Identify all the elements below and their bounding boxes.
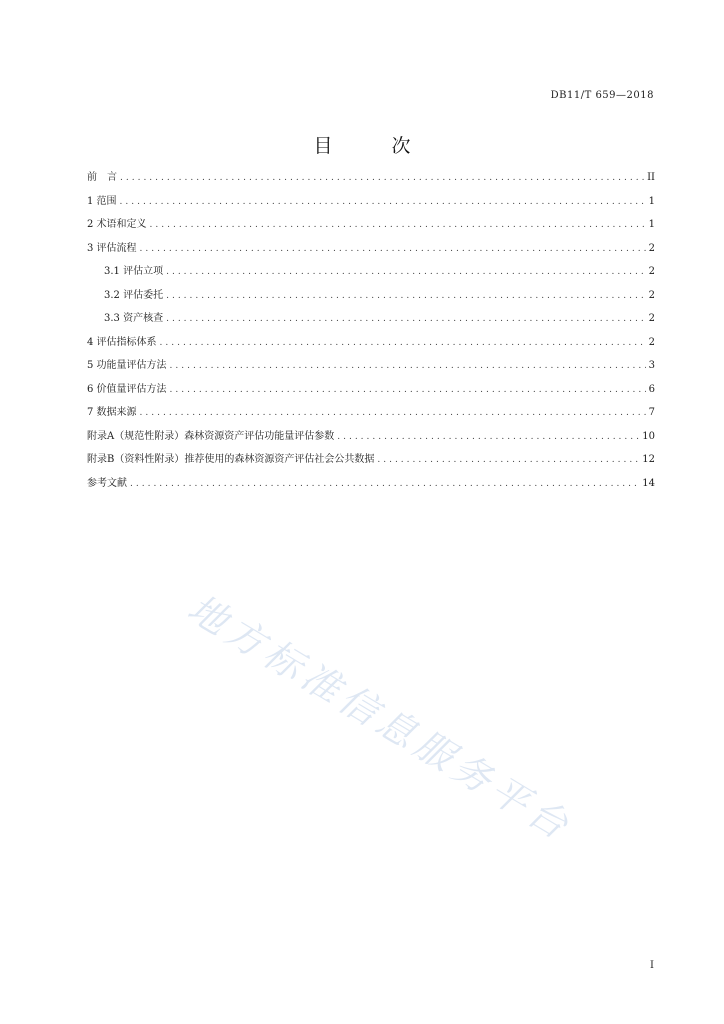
toc-entry-text: 附录B（资料性附录）推荐使用的森林资源资产评估社会公共数据 [87, 454, 375, 465]
toc-leader-dots [337, 430, 639, 444]
watermark: 地方标准信息服务平台 [180, 585, 581, 851]
toc-entry-page: 7 [648, 407, 655, 418]
toc-entry-appendix-a[interactable] [87, 430, 655, 454]
toc-entry-text: 1 范围 [87, 195, 117, 207]
table-of-contents [87, 171, 655, 500]
toc-entry-value-method[interactable] [87, 383, 655, 407]
toc-leader-dots [150, 218, 646, 232]
toc-entry-page: 3 [648, 360, 655, 371]
page-title: 目 次 [313, 135, 431, 157]
toc-entry-process[interactable] [87, 242, 655, 266]
toc-entry-function-method[interactable] [87, 359, 655, 383]
toc-leader-dots [166, 289, 646, 303]
toc-entry-text: 4 评估指标体系 [87, 336, 157, 348]
toc-entry-scope[interactable] [87, 195, 655, 219]
toc-entry-indicator-system[interactable] [87, 336, 655, 360]
toc-leader-dots [120, 171, 644, 185]
toc-entry-data-source[interactable] [87, 406, 655, 430]
toc-leader-dots [160, 336, 646, 350]
toc-entry-page: II [647, 172, 655, 183]
toc-entry-appendix-b[interactable] [87, 453, 655, 477]
toc-entry-page: 2 [648, 336, 655, 348]
toc-entry-text: 前 言 [87, 172, 117, 183]
toc-leader-dots [140, 242, 646, 256]
toc-leader-dots [377, 453, 639, 467]
toc-entry-page: 2 [648, 289, 655, 301]
toc-entry-text: 3.3 资产核查 [104, 313, 164, 324]
toc-entry-page: 14 [642, 477, 655, 489]
toc-leader-dots [166, 312, 646, 326]
toc-entry-text: 6 价值量评估方法 [87, 383, 167, 395]
toc-leader-dots [120, 195, 646, 209]
toc-entry-text: 附录A（规范性附录）森林资源资产评估功能量评估参数 [87, 430, 335, 442]
standard-code: DB11/T 659—2018 [550, 90, 654, 101]
toc-entry-text: 3.2 评估委托 [104, 289, 164, 301]
toc-entry-project-setup[interactable] [87, 265, 655, 289]
toc-entry-text: 3 评估流程 [87, 242, 137, 254]
toc-entry-page: 1 [648, 219, 655, 230]
toc-entry-page: 2 [648, 266, 655, 277]
toc-entry-page: 2 [648, 313, 655, 324]
toc-leader-dots [140, 406, 646, 420]
toc-entry-text: 5 功能量评估方法 [87, 360, 167, 371]
toc-entry-asset-check[interactable] [87, 312, 655, 336]
toc-entry-text: 参考文献 [87, 477, 127, 489]
toc-entry-commission[interactable] [87, 289, 655, 313]
toc-entry-terms[interactable] [87, 218, 655, 242]
toc-leader-dots [130, 477, 639, 491]
toc-leader-dots [166, 265, 646, 279]
toc-entry-text: 7 数据来源 [87, 407, 137, 418]
toc-leader-dots [170, 383, 646, 397]
toc-entry-text: 2 术语和定义 [87, 219, 147, 230]
toc-entry-foreword[interactable] [87, 171, 655, 195]
toc-entry-page: 10 [642, 430, 655, 442]
toc-entry-references[interactable] [87, 477, 655, 501]
page-number: I [650, 960, 654, 971]
toc-leader-dots [170, 359, 646, 373]
toc-entry-page: 12 [642, 454, 655, 465]
toc-entry-page: 1 [648, 195, 655, 207]
toc-entry-page: 2 [648, 242, 655, 254]
toc-entry-page: 6 [648, 383, 655, 395]
toc-entry-text: 3.1 评估立项 [104, 266, 164, 277]
